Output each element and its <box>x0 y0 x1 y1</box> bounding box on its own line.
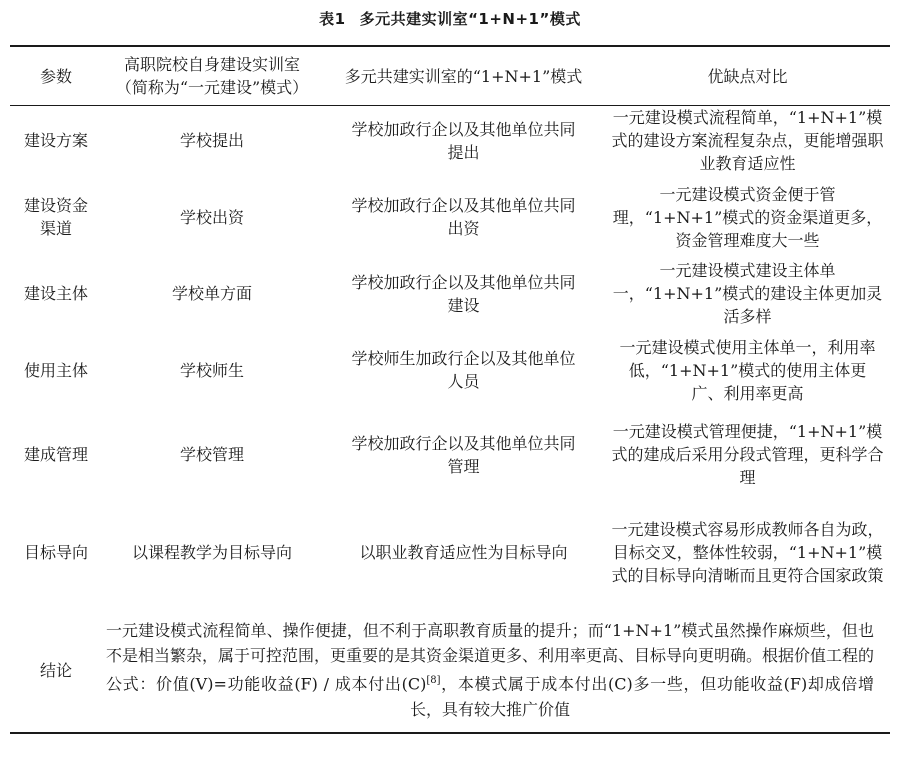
header-one-element-mode: 高职院校自身建设实训室（简称为“一元建设”模式） <box>115 55 309 97</box>
table-number: 表1 <box>319 10 346 28</box>
row-one-element: 学校管理 <box>179 445 244 464</box>
table-row <box>10 259 890 328</box>
header-1n1-mode: 多元共建实训室的“1+N+1”模式 <box>344 66 583 86</box>
row-one-element: 学校单方面 <box>171 284 252 303</box>
row-one-element: 学校师生 <box>179 360 244 380</box>
row-param: 建设资金渠道 <box>24 196 89 238</box>
conclusion-text-after: ，本模式属于成本付出(C)多一些，但功能收益(F)却成倍增长，具有较大推广价值 <box>409 674 874 719</box>
table-row <box>10 175 890 259</box>
header-param: 参数 <box>39 66 72 86</box>
row-1n1: 学校加政行企以及其他单位共同管理 <box>351 433 576 476</box>
table-row <box>10 497 890 608</box>
row-1n1: 以职业教育适应性为目标导向 <box>359 543 568 562</box>
row-1n1: 学校加政行企以及其他单位共同提出 <box>351 119 576 162</box>
conclusion-text-before: 一元建设模式流程简单、操作便捷，但不利于高职教育质量的提升；而“1+N+1”模式虽然操作麻烦些，但也不是相当繁杂，属于可控范围，更重要的是其资金渠道更多、利用率更高、目标导向更明确。根据价值工程的公式：价值(V)=功能收益(F) / 成本付出(C) <box>106 621 875 694</box>
table-caption <box>0 9 900 29</box>
table-row <box>10 106 890 176</box>
row-compare: 一元建设模式资金便于管理，“1+N+1”模式的资金渠道更多，资金管理难度大一些 <box>612 184 883 250</box>
row-param: 使用主体 <box>23 360 88 380</box>
row-one-element: 学校提出 <box>179 131 244 150</box>
header-row <box>10 46 890 106</box>
row-one-element: 学校出资 <box>179 207 244 227</box>
row-compare: 一元建设模式建设主体单一，“1+N+1”模式的建设主体更加灵活多样 <box>612 261 883 326</box>
table-title: 多元共建实训室“1+N+1”模式 <box>359 10 581 28</box>
header-pros-cons: 优缺点对比 <box>707 66 788 86</box>
reference-marker: [8] <box>426 675 441 687</box>
row-compare: 一元建设模式使用主体单一，利用率低，“1+N+1”模式的使用主体更广、利用率更高 <box>619 337 876 403</box>
conclusion-text <box>102 608 890 733</box>
conclusion-row <box>10 608 890 733</box>
row-param: 目标导向 <box>23 543 88 562</box>
row-param: 建设方案 <box>23 131 88 150</box>
row-compare: 一元建设模式管理便捷，“1+N+1”模式的建成后采用分段式管理，更科学合理 <box>611 422 884 487</box>
row-param: 建成管理 <box>23 445 88 464</box>
table-row <box>10 328 890 412</box>
row-one-element: 以课程教学为目标导向 <box>131 543 292 562</box>
comparison-table <box>10 45 890 734</box>
row-1n1: 学校加政行企以及其他单位共同建设 <box>351 272 576 315</box>
row-1n1: 学校加政行企以及其他单位共同出资 <box>351 196 576 238</box>
row-1n1: 学校师生加政行企以及其他单位人员 <box>351 349 576 391</box>
conclusion-label: 结论 <box>39 660 72 680</box>
row-compare: 一元建设模式流程简单，“1+N+1”模式的建设方案流程复杂点，更能增强职业教育适应性 <box>611 108 884 173</box>
table-row <box>10 412 890 497</box>
row-param: 建设主体 <box>23 284 88 303</box>
row-compare: 一元建设模式容易形成教师各自为政，目标交叉，整体性较弱，“1+N+1”模式的目标导向清晰而且更符合国家政策 <box>611 520 884 585</box>
